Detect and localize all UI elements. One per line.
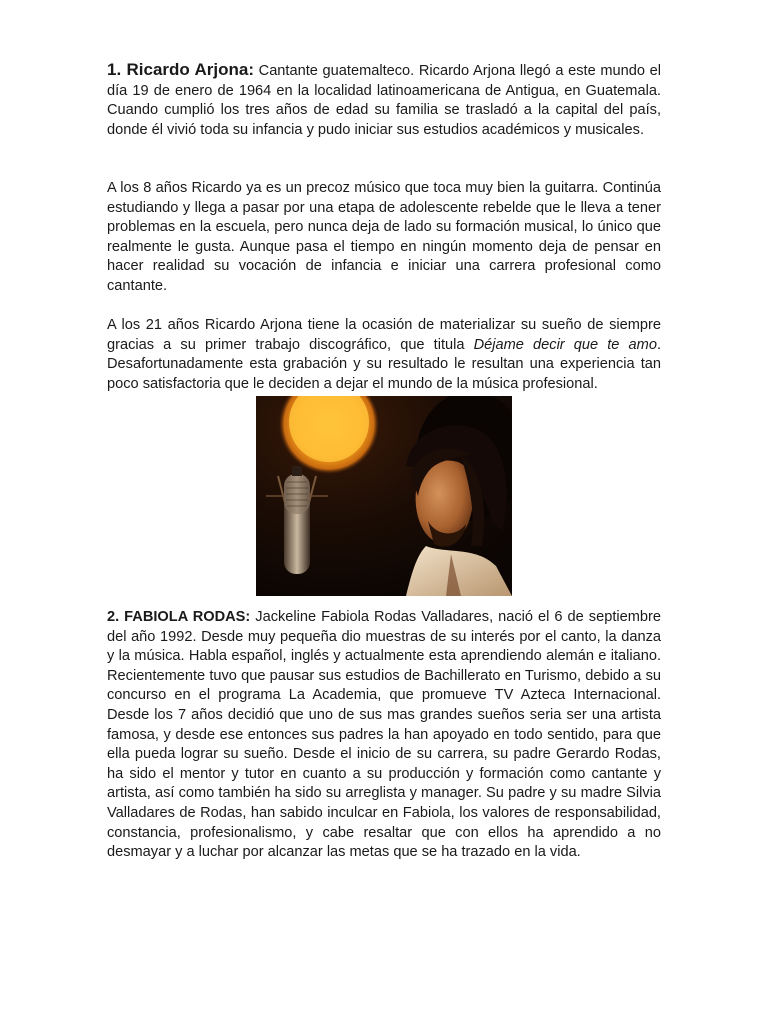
section-heading-arjona: 1. Ricardo Arjona:: [107, 60, 254, 79]
album-title: Déjame decir que te amo: [473, 336, 657, 353]
paragraph-arjona-childhood: A los 8 años Ricardo ya es un precoz músico que toca muy bien la guitarra. Continúa estudiando y llega a pasar por una etapa de adolescente rebelde que le lleva a tener problemas en la escuela, pero nunca deja de lado su formación musical, lo único que realmente le gusta. Aunque pasa el tiempo en ningún momento deja de pensar en hacer realidad su vocación de infancia e iniciar una carrera profesional como cantante.: [107, 180, 661, 294]
paragraph-text: Cantante guatemalteco. Ricardo Arjona llegó a este mundo el día 19 de enero de 1964 en la localidad latinoamericana de Antigua, en Guatemala. Cuando cumplió los tres años de edad su familia se trasladó a la capital del país, donde él vivió toda su infancia y pudo iniciar sus estudios académicos y musicales.: [107, 63, 661, 138]
paragraph-text: A los 21 años Ricardo Arjona tiene la ocasión de materializar su sueño de siempre gracias a su primer trabajo discográfico, que titula: [107, 317, 661, 353]
paragraph-text: Jackeline Fabiola Rodas Valladares, nació el 6 de septiembre del año 1992. Desde muy pequeña dio muestras de su interés por el canto, la danza y la música. Habla español, inglés y actualmente esta aprendiendo alemán e italiano. Recientemente tuvo que pausar sus estudios de Bachillerato en Turismo, debido a su concurso en el programa La Academia, que promueve TV Azteca Internacional. Desde los 7 años decidió que uno de sus mas grandes sueños seria ser una artista famosa, y desde ese entonces sus padres la han apoyado en todo sentido, para que ella pueda lograr su sueño. Desde el inicio de su carrera, su padre Gerardo Rodas, ha sido el mentor y tutor en cuanto a su producción y formación como cantante y artista, así como también ha sido su arreglista y manager. Su padre y su madre Silvia Valladares de Rodas, han sabido inculcar en Fabiola, los valores de responsabilidad, constancia, profesionalismo, y cabe resaltar que con ellos ha aprendido a no desmayar y a luchar por alcanzar las metas que se ha trazado en la vida.: [107, 609, 661, 861]
paragraph-text: . Desafortunadamente esta grabación y su resultado le resultan una experiencia tan poco satisfactoria que le deciden a dejar el mundo de la música profesional.: [107, 336, 661, 392]
section-heading-fabiola: 2. FABIOLA RODAS:: [107, 609, 251, 625]
singer-with-microphone-photo: [256, 396, 512, 596]
photo-illustration: [256, 396, 512, 596]
paragraph-arjona-first-album: [107, 316, 661, 394]
section-fabiola: [107, 608, 661, 863]
section-arjona-intro: [107, 60, 661, 140]
